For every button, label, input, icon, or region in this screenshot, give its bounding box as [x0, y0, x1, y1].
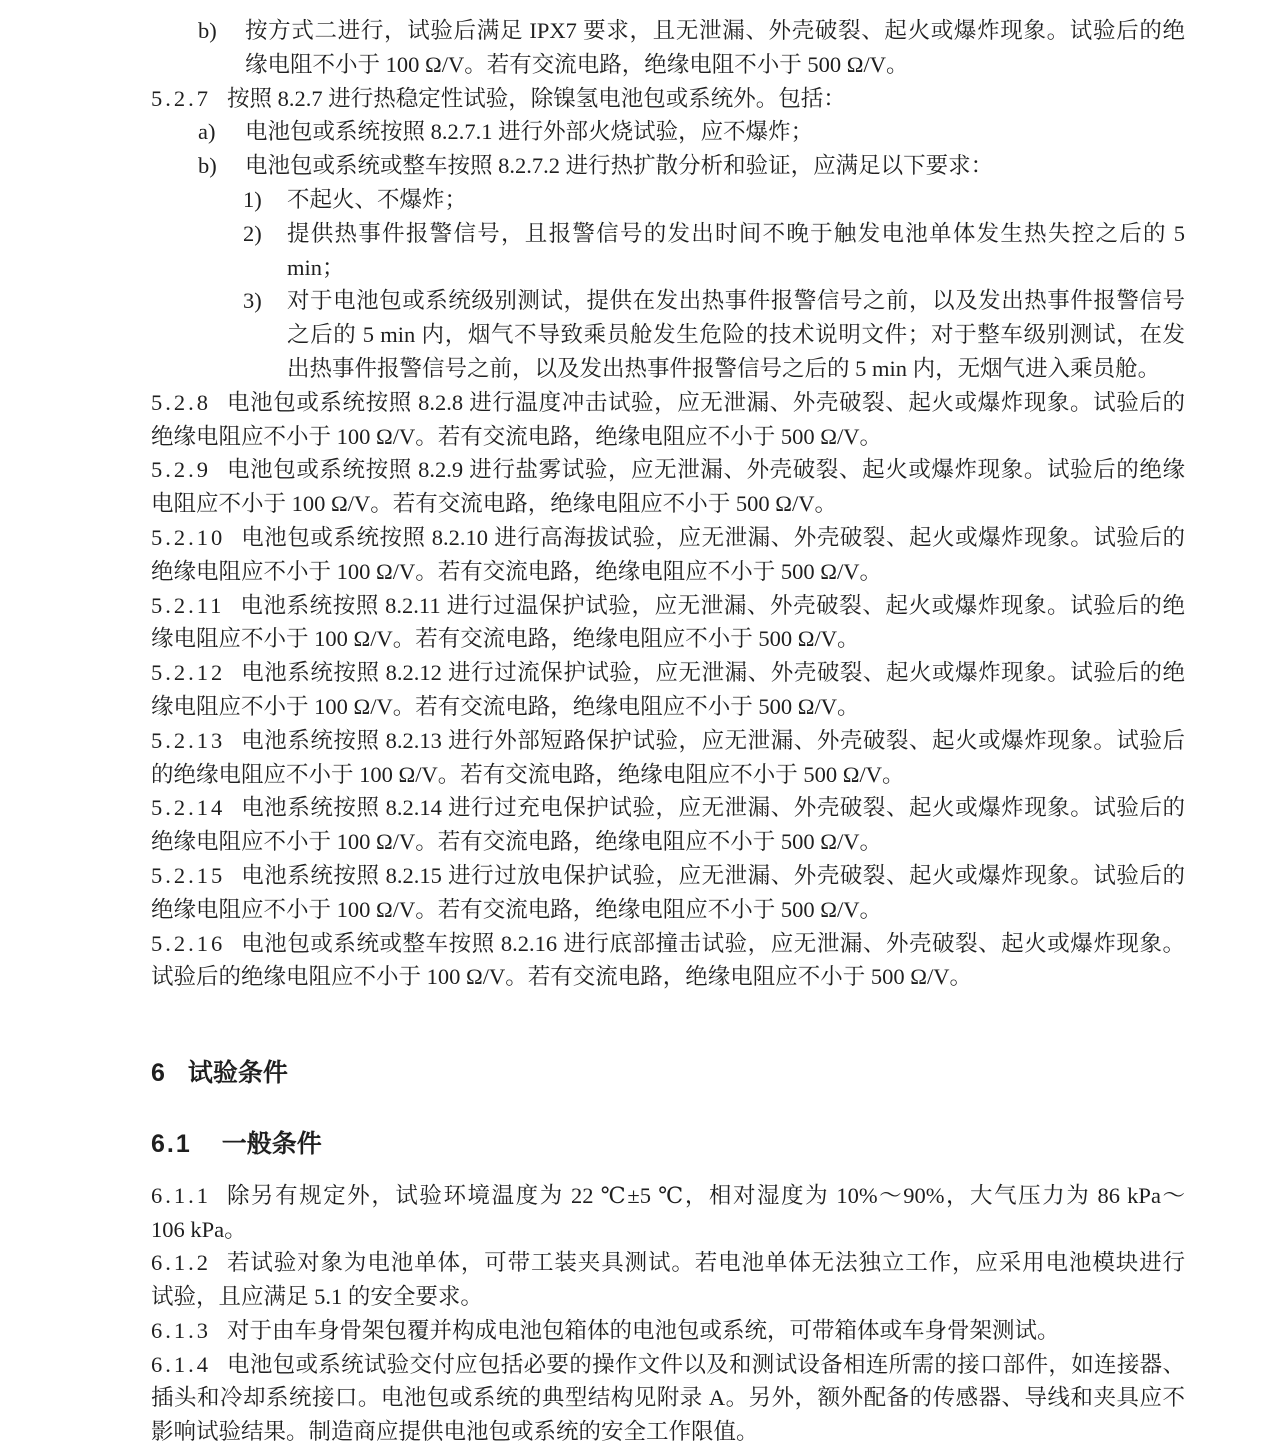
text-line: 试验后的绝缘电阻应不小于 100 Ω/V。若有交流电路，绝缘电阻应不小于 500 Ω/V。	[151, 964, 972, 990]
text-line: min；	[287, 254, 345, 280]
line-text: 电池包或系统按照 8.2.8 进行温度冲击试验，应无泄漏、外壳破裂、起火或爆炸现象。试验后的	[227, 389, 1185, 415]
text-line: 缘电阻应不小于 100 Ω/V。若有交流电路，绝缘电阻应不小于 500 Ω/V。	[151, 626, 860, 652]
clause-5.2.10	[151, 521, 1185, 589]
text-line	[151, 589, 1185, 623]
line-text: 电池包或系统按照 8.2.7.1 进行外部火烧试验，应不爆炸；	[245, 119, 814, 145]
clause-number: 5.2.15	[151, 862, 226, 888]
text-line: 插头和冷却系统接口。电池包或系统的典型结构见附录 A。另外，额外配备的传感器、导线和夹具应不	[151, 1385, 1185, 1411]
clause-number: 6.1.4	[151, 1351, 211, 1377]
list-item-a	[198, 115, 1185, 149]
line-text: 按照 8.2.7 进行热稳定性试验，除镍氢电池包或系统外。包括：	[227, 85, 846, 111]
clause-5.2.8	[151, 386, 1185, 454]
text-line	[243, 217, 1185, 251]
document-body	[151, 14, 1185, 1449]
line-text: 电池包或系统或整车按照 8.2.7.2 进行热扩散分析和验证，应满足以下要求：	[245, 153, 994, 179]
line-text: 电池包或系统试验交付应包括必要的操作文件以及和测试设备相连所需的接口部件，如连接器、	[227, 1351, 1185, 1377]
line-text: 对于电池包或系统级别测试，提供在发出热事件报警信号之前，以及发出热事件报警信号	[287, 288, 1185, 314]
text-line: 绝缘电阻应不小于 100 Ω/V。若有交流电路，绝缘电阻应不小于 500 Ω/V。	[151, 896, 882, 922]
clause-5.2.7	[151, 82, 1185, 116]
clause-number: 5.2.10	[151, 524, 226, 550]
clause-number: 6.1.3	[151, 1317, 211, 1343]
list-item-1	[243, 183, 1185, 217]
text-line: 电阻应不小于 100 Ω/V。若有交流电路，绝缘电阻应不小于 500 Ω/V。	[151, 491, 837, 517]
text-line: 缘电阻应不小于 100 Ω/V。若有交流电路，绝缘电阻应不小于 500 Ω/V。	[151, 693, 860, 719]
text-line: 试验，且应满足 5.1 的安全要求。	[151, 1284, 483, 1310]
text-line: 106 kPa。	[151, 1216, 247, 1242]
list-marker: 3)	[243, 288, 262, 314]
clause-6.1.2	[151, 1246, 1185, 1314]
text-line	[243, 183, 1185, 217]
clause-6.1.4	[151, 1348, 1185, 1449]
line-text: 电池包或系统按照 8.2.9 进行盐雾试验，应无泄漏、外壳破裂、起火或爆炸现象。试验后的绝缘	[227, 457, 1185, 483]
text-line	[151, 724, 1185, 758]
line-text: 不起火、不爆炸；	[287, 186, 468, 212]
text-line: 绝缘电阻应不小于 100 Ω/V。若有交流电路，绝缘电阻应不小于 500 Ω/V。	[151, 558, 882, 584]
text-line	[151, 1246, 1185, 1280]
heading-6.1	[151, 1128, 1185, 1162]
list-marker: b)	[198, 18, 217, 43]
list-marker: b)	[198, 153, 217, 179]
text-line	[198, 149, 1185, 183]
text-line: 绝缘电阻应不小于 100 Ω/V。若有交流电路，绝缘电阻应不小于 500 Ω/V。	[151, 829, 882, 855]
heading-title: 一般条件	[221, 1129, 322, 1158]
list-item-b	[198, 149, 1185, 183]
text-line	[151, 521, 1185, 555]
text-line: 缘电阻不小于 100 Ω/V。若有交流电路，绝缘电阻不小于 500 Ω/V。	[245, 51, 909, 77]
text-line	[151, 386, 1185, 420]
list-marker: 2)	[243, 220, 262, 246]
clause-5.2.11	[151, 589, 1185, 657]
text-line: 之后的 5 min 内，烟气不导致乘员舱发生危险的技术说明文件；对于整车级别测试，在发	[287, 322, 1185, 348]
clause-number: 6.1.2	[151, 1250, 211, 1276]
clause-number: 5.2.8	[151, 389, 211, 415]
clause-number: 6.1.1	[151, 1182, 211, 1208]
line-text: 电池系统按照 8.2.13 进行外部短路保护试验，应无泄漏、外壳破裂、起火或爆炸现象。试验后	[241, 727, 1185, 753]
text-line: 的绝缘电阻应不小于 100 Ω/V。若有交流电路，绝缘电阻应不小于 500 Ω/V。	[151, 761, 905, 787]
clause-number: 5.2.9	[151, 457, 211, 483]
heading-number: 6.1	[151, 1129, 192, 1158]
text-line	[151, 656, 1185, 690]
text-line	[151, 927, 1185, 961]
list-marker: a)	[198, 119, 216, 145]
text-line	[151, 453, 1185, 487]
clause-5.2.14	[151, 791, 1185, 859]
clause-number: 5.2.13	[151, 727, 226, 753]
text-line	[151, 1314, 1185, 1348]
list-item-b	[198, 14, 1185, 82]
text-line	[151, 1348, 1185, 1382]
clause-number: 5.2.16	[151, 930, 226, 956]
line-text: 除另有规定外，试验环境温度为 22 ℃±5 ℃，相对湿度为 10%～90%，大气压力为 86 kPa～	[227, 1182, 1185, 1208]
clause-5.2.16	[151, 927, 1185, 995]
clause-5.2.9	[151, 453, 1185, 521]
text-line	[198, 14, 1185, 48]
line-text: 对于由车身骨架包覆并构成电池包箱体的电池包或系统，可带箱体或车身骨架测试。	[227, 1317, 1060, 1343]
line-text: 提供热事件报警信号，且报警信号的发出时间不晚于触发电池单体发生热失控之后的 5	[287, 220, 1185, 246]
clause-5.2.13	[151, 724, 1185, 792]
list-marker: 1)	[243, 186, 262, 212]
clause-number: 5.2.12	[151, 660, 226, 686]
heading-number: 6	[151, 1059, 166, 1088]
clause-number: 5.2.11	[151, 592, 225, 618]
line-text: 电池系统按照 8.2.12 进行过流保护试验，应无泄漏、外壳破裂、起火或爆炸现象。试验后的绝	[241, 660, 1185, 686]
text-line	[151, 1179, 1185, 1213]
text-line: 绝缘电阻应不小于 100 Ω/V。若有交流电路，绝缘电阻应不小于 500 Ω/V。	[151, 423, 882, 449]
clause-6.1.1	[151, 1179, 1185, 1247]
line-text: 若试验对象为电池单体，可带工装夹具测试。若电池单体无法独立工作，应采用电池模块进行	[227, 1250, 1185, 1276]
heading-title: 试验条件	[187, 1059, 288, 1088]
line-text: 电池包或系统或整车按照 8.2.16 进行底部撞击试验，应无泄漏、外壳破裂、起火或爆炸现象。	[241, 930, 1185, 956]
line-text: 按方式二进行，试验后满足 IPX7 要求，且无泄漏、外壳破裂、起火或爆炸现象。试验后的绝	[245, 18, 1185, 43]
line-text: 电池包或系统按照 8.2.10 进行高海拔试验，应无泄漏、外壳破裂、起火或爆炸现象。试验后的	[241, 524, 1185, 550]
text-line	[151, 791, 1185, 825]
clause-number: 5.2.14	[151, 795, 226, 821]
line-text: 电池系统按照 8.2.11 进行过温保护试验，应无泄漏、外壳破裂、起火或爆炸现象。试验后的绝	[240, 592, 1185, 618]
clause-5.2.12	[151, 656, 1185, 724]
heading-6	[151, 1057, 1185, 1091]
list-item-3	[243, 284, 1185, 385]
line-text: 电池系统按照 8.2.15 进行过放电保护试验，应无泄漏、外壳破裂、起火或爆炸现象。试验后的	[241, 862, 1185, 888]
clause-6.1.3	[151, 1314, 1185, 1348]
text-line: 影响试验结果。制造商应提供电池包或系统的安全工作限值。	[151, 1419, 759, 1445]
clause-5.2.15	[151, 859, 1185, 927]
text-line: 出热事件报警信号之前，以及发出热事件报警信号之后的 5 min 内，无烟气进入乘员舱。	[287, 355, 1161, 381]
text-line	[198, 115, 1185, 149]
line-text: 电池系统按照 8.2.14 进行过充电保护试验，应无泄漏、外壳破裂、起火或爆炸现象。试验后的	[241, 795, 1185, 821]
clause-number: 5.2.7	[151, 85, 211, 111]
list-item-2	[243, 217, 1185, 285]
text-line	[243, 284, 1185, 318]
text-line	[151, 859, 1185, 893]
text-line	[151, 82, 1185, 116]
